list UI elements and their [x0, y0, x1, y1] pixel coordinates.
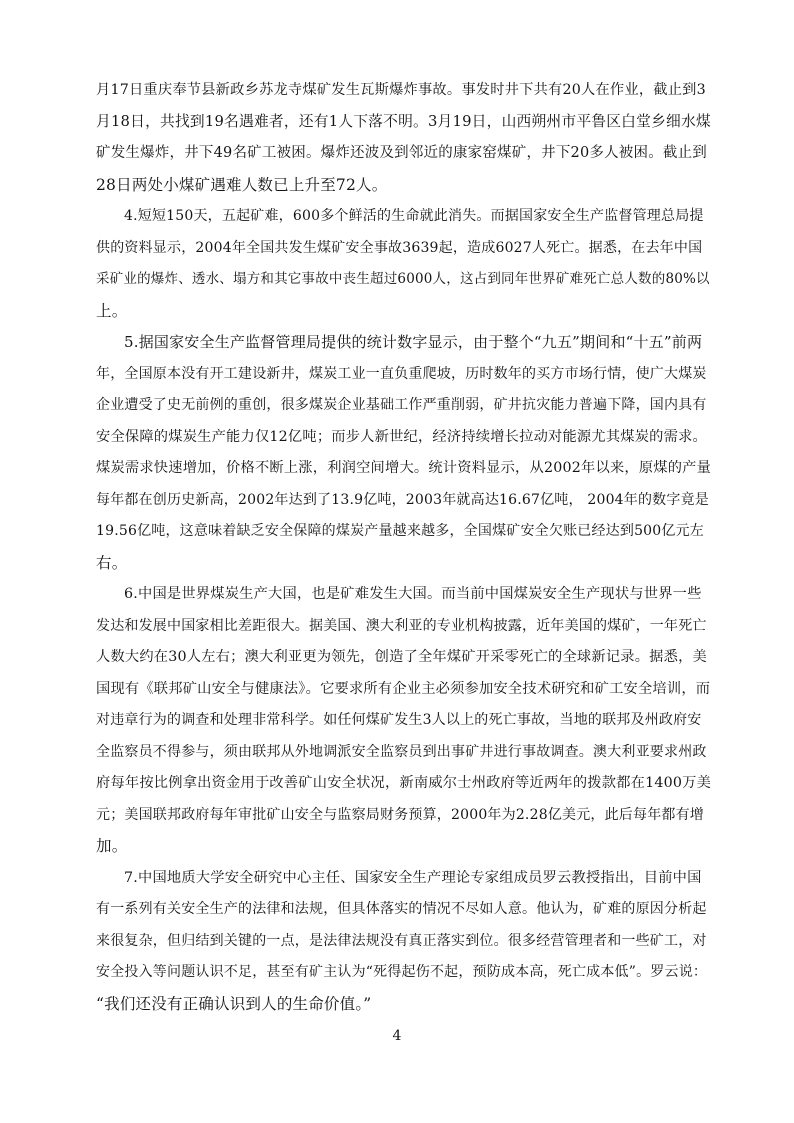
text-line: 矿发生爆炸，井下49名矿工被困。爆炸还波及到邻近的康家窑煤矿，井下20多人被困。截止到 [96, 145, 707, 161]
text-line: 元；美国联邦政府每年审批矿山安全与监察局财务预算，2000年为2.28亿美元，此后每年都有增 [96, 806, 704, 823]
text-line: 企业遭受了史无前例的重创，很多煤炭企业基础工作严重削弱，矿井抗灾能力普遍下降，国内具有 [96, 397, 707, 413]
text-line: 6.中国是世界煤炭生产大国，也是矿难发生大国。而当前中国煤炭安全生产现状与世界一些 [124, 586, 702, 602]
text-line: 月17日重庆奉节县新政乡苏龙寺煤矿发生瓦斯爆炸事故。事发时井下共有20人在作业，截止到3 [96, 82, 706, 98]
text-line: 安全保障的煤炭生产能力仅12亿吨；而步人新世纪，经济持续增长拉动对能源尤其煤炭的需求。 [96, 428, 707, 445]
text-line: 发达和发展中国家相比差距很大。据美国、澳大利亚的专业机构披露，近年美国的煤矿，一年死亡 [96, 617, 707, 634]
text-line: 5.据国家安全生产监督管理局提供的统计数字显示，由于整个“九五”期间和“十五”前两 [124, 333, 703, 351]
text-line: 人数大约在30人左右；澳大利亚更为领先，创造了全年煤矿开采零死亡的全球新记录。据悉，美 [96, 649, 707, 665]
text-line: 4.短短150天，五起矿难，600多个鲜活的生命就此消失。而据国家安全生产监督管理总局提 [124, 208, 704, 224]
text-line: 右。 [96, 553, 128, 572]
text-line: 7.中国地质大学安全研究中心主任、国家安全生产理论专家组成员罗云教授指出，目前中国 [124, 869, 702, 886]
text-line: 19.56亿吨，这意味着缺乏安全保障的煤炭产量越来越多，全国煤矿安全欠账已经达到500亿元左 [96, 523, 704, 539]
text-line: 28日两处小煤矿遇难人数已上升至72人。 [96, 175, 388, 194]
text-line: 月18日，共找到19名遇难者，还有1人下落不明。3月19日，山西朔州市平鲁区白堂乡细水煤 [96, 112, 711, 130]
text-line: 国现有《联邦矿山安全与健康法》。它要求所有企业主必须参加安全技术研究和矿工安全培训，而 [96, 680, 711, 697]
text-line: 上。 [96, 301, 128, 320]
page-number: 4 [392, 1028, 402, 1044]
text-line: 对违章行为的调查和处理非常科学。如任何煤矿发生3人以上的死亡事故，当地的联邦及州政府安 [96, 712, 702, 728]
text-line: 有一系列有关安全生产的法律和法规，但具体落实的情况不尽如人意。他认为，矿难的原因分析起 [96, 901, 707, 917]
text-line: 煤炭需求快速增加，价格不断上涨，利润空间增大。统计资料显示，从2002年以来，原煤的产量 [96, 460, 712, 476]
text-line: 全监察员不得参与，须由联邦从外地调派安全监察员到出事矿井进行事故调查。澳大利亚要求州政 [96, 743, 707, 760]
text-line: 年，全国原本没有开工建设新井，煤炭工业一直负重爬坡，历时数年的买方市场行情，使广大煤炭 [96, 365, 707, 382]
text-line: 安全投入等问题认识不足，甚至有矿主认为“死得起伤不起，预防成本高，死亡成本低”。罗云说： [96, 964, 708, 980]
text-line: 府每年按比例拿出资金用于改善矿山安全状况，新南威尔士州政府等近两年的拨款都在1400万美 [96, 775, 712, 791]
text-line: 每年都在创历史新高，2002年达到了13.9亿吨，2003年就高达16.67亿吨， 2004年的数字竟是 [96, 491, 709, 508]
text-line: 供的资料显示，2004年全国共发生煤矿安全事故3639起，造成6027人死亡。据悉，在去年中国 [96, 239, 703, 256]
body-text [96, 78, 711, 1023]
text-line: 来很复杂，但归结到关键的一点，是法律法规没有真正落实到位。很多经营管理者和一些矿工，对 [96, 932, 707, 949]
text-line: 采矿业的爆炸、透水、塌方和其它事故中丧生超过6000人，这占到同年世界矿难死亡总人数的80%以 [96, 271, 710, 287]
text-line: 加。 [96, 837, 128, 855]
text-line: “我们还没有正确认识到人的生命价值。” [96, 994, 372, 1013]
